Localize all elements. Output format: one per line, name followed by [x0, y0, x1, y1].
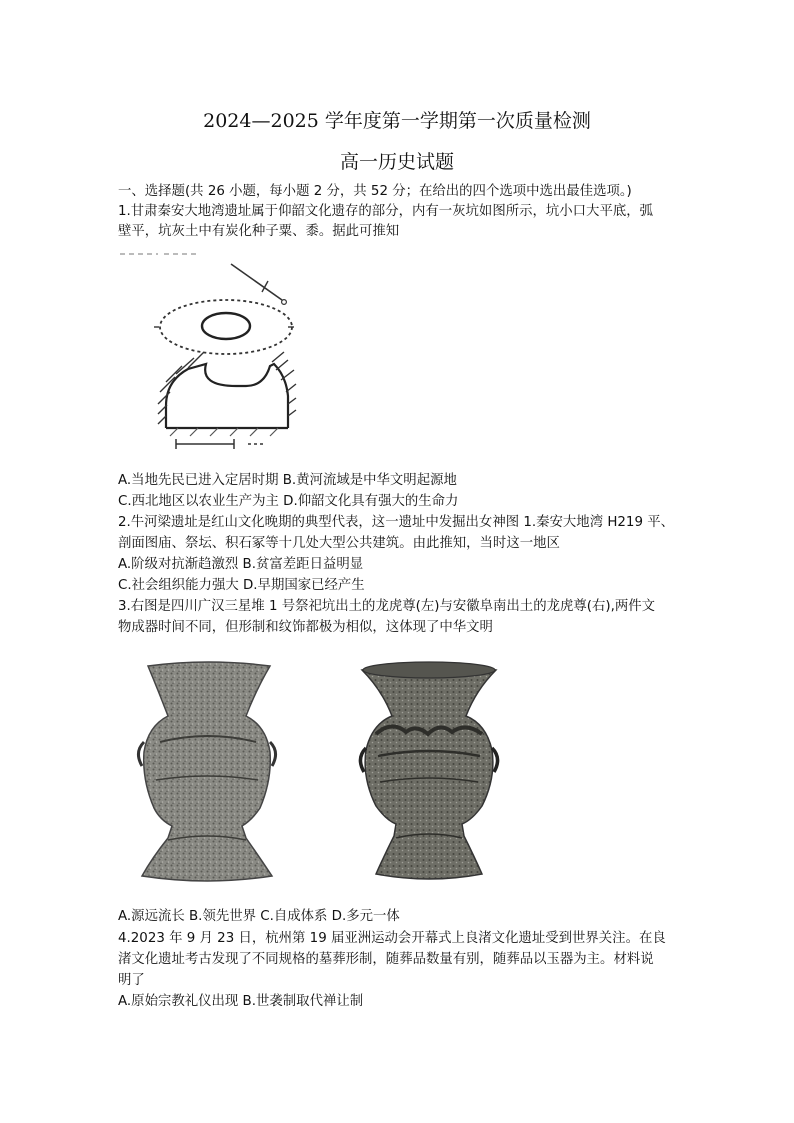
q3-options-line-1: A.源远流长 B.领先世界 C.自成体系 D.多元一体	[118, 909, 400, 924]
q4-stem-line-2: 渚文化遗址考古发现了不同规格的墓葬形制，随葬品数量有别，随葬品以玉器为主。材料说	[118, 952, 654, 967]
q3-stem-line-1: 3.右图是四川广汉三星堆 1 号祭祀坑出土的龙虎尊(左)与安徽阜南出土的龙虎尊(右),两件文	[118, 599, 656, 614]
q2-options-line-2: C.社会组织能力强大 D.早期国家已经产生	[118, 578, 365, 593]
q2-options-line-1: A.阶级对抗渐趋激烈 B.贫富差距日益明显	[118, 557, 364, 572]
exam-title: 2024—2025 学年度第一学期第一次质量检测	[203, 110, 591, 132]
dragon-tiger-zun-right-image	[356, 660, 502, 884]
north-arrow-icon	[231, 264, 286, 304]
q1-options-line-1: A.当地先民已进入定居时期 B.黄河流域是中华文明起源地	[118, 473, 457, 488]
ash-pit-diagram	[118, 246, 318, 458]
q3-stem-line-2: 物成器时间不同，但形制和纹饰都极为相似，这体现了中华文明	[118, 620, 493, 635]
dragon-tiger-zun-left-image	[134, 660, 280, 886]
q2-stem-line-2: 剖面图庙、祭坛、积石冢等十几处大型公共建筑。由此推知，当时这一地区	[118, 536, 560, 551]
exam-subtitle: 高一历史试题	[339, 151, 454, 173]
scale-bar	[176, 439, 266, 449]
q4-options-line-1: A.原始宗教礼仪出现 B.世袭制取代禅让制	[118, 994, 364, 1009]
q2-stem-line-1: 2.牛河梁遗址是红山文化晚期的典型代表，这一遗址中发掘出女神图 1.秦安大地湾 H219 平、	[118, 515, 675, 530]
q1-stem-line-1: 1.甘肃秦安大地湾遗址属于仰韶文化遗存的部分，内有一灰坑如图所示，坑小口大平底，弧	[118, 204, 654, 219]
q4-stem-line-1: 4.2023 年 9 月 23 日，杭州第 19 届亚洲运动会开幕式上良渚文化遗址受到世界关注。在良	[118, 931, 666, 946]
pit-section-view	[158, 352, 296, 436]
q1-options-line-2: C.西北地区以农业生产为主 D.仰韶文化具有强大的生命力	[118, 494, 459, 509]
q1-stem-line-2: 壁平，坑灰土中有炭化种子粟、黍。据此可推知	[118, 224, 400, 239]
pit-plan-view	[154, 300, 294, 354]
q4-stem-line-3: 明了	[118, 973, 145, 988]
section-heading: 一、选择题(共 26 小题，每小题 2 分，共 52 分；在给出的四个选项中选出最佳选项。)	[118, 184, 632, 199]
